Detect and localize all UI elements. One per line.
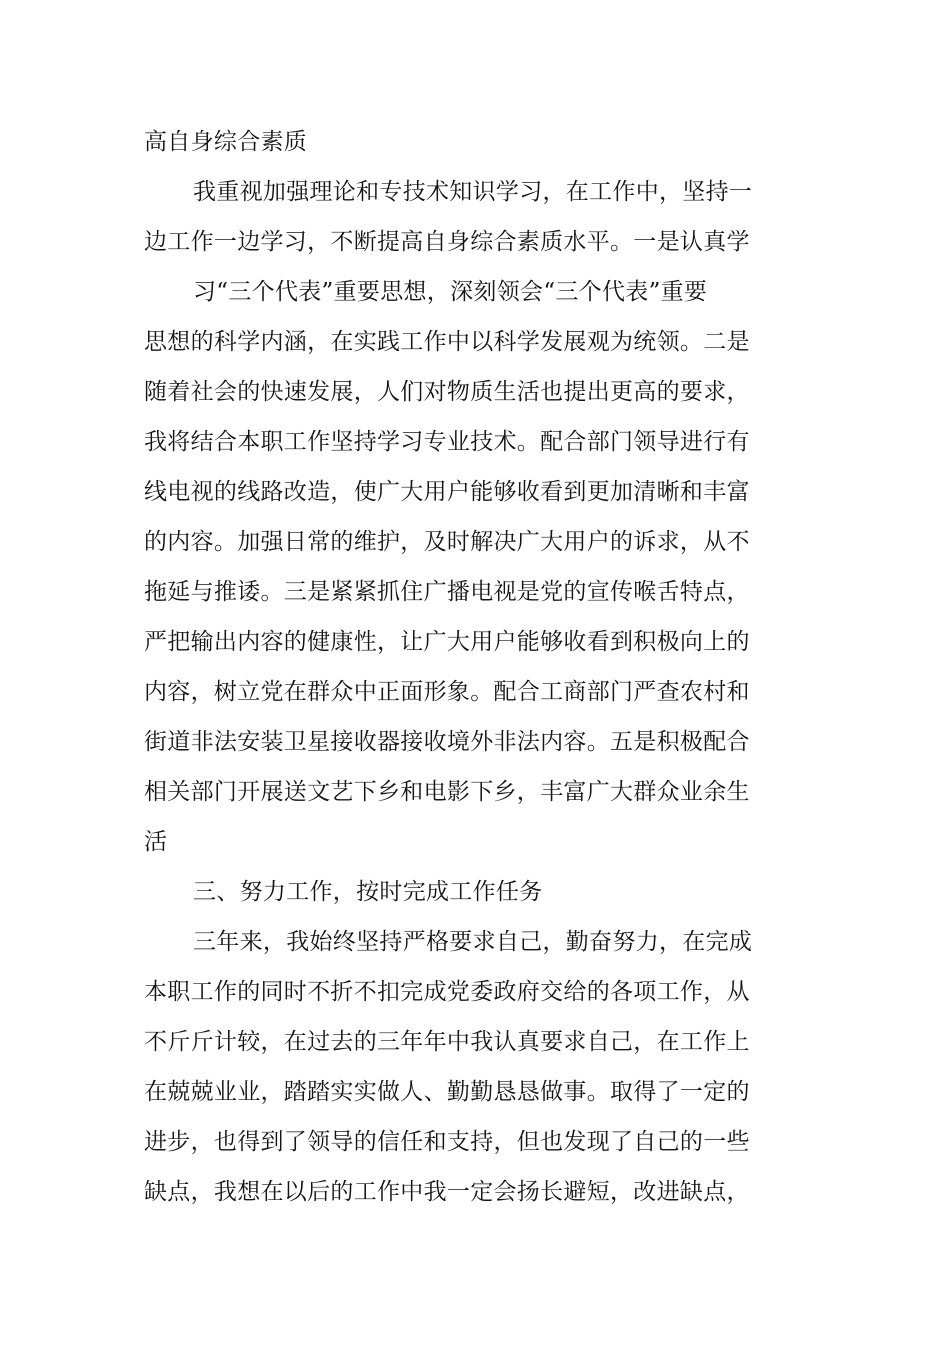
text-line-2: 我重视加强理论和专技术知识学习，在工作中，坚持一 xyxy=(193,179,753,205)
text-line-22: 缺点，我想在以后的工作中我一定会扬长避短，改进缺点， xyxy=(144,1179,750,1205)
text-line-1: 高自身综合素质 xyxy=(144,129,308,155)
text-line-8: 线电视的线路改造，使广大用户能够收看到更加清晰和丰富 xyxy=(144,479,750,505)
text-line-4: 习“三个代表”重要思想，深刻领会“三个代表”重要 xyxy=(193,279,708,305)
text-line-13: 街道非法安装卫星接收器接收境外非法内容。五是积极配合 xyxy=(144,729,750,755)
text-line-15: 活 xyxy=(144,829,168,855)
text-line-19: 不斤斤计较，在过去的三年年中我认真要求自己，在工作上 xyxy=(144,1029,750,1055)
section-heading: 三、努力工作，按时完成工作任务 xyxy=(193,879,543,905)
text-line-5: 思想的科学内涵，在实践工作中以科学发展观为统领。二是 xyxy=(144,329,750,355)
text-line-12: 内容，树立党在群众中正面形象。配合工商部门严查农村和 xyxy=(144,679,750,705)
text-line-7: 我将结合本职工作坚持学习专业技术。配合部门领导进行有 xyxy=(144,429,750,455)
text-line-20: 在兢兢业业，踏踏实实做人、勤勤恳恳做事。取得了一定的 xyxy=(144,1079,750,1105)
text-line-18: 本职工作的同时不折不扣完成党委政府交给的各项工作，从 xyxy=(144,979,750,1005)
text-line-17: 三年来，我始终坚持严格要求自己，勤奋努力，在完成 xyxy=(193,929,753,955)
text-line-6: 随着社会的快速发展，人们对物质生活也提出更高的要求， xyxy=(144,379,750,405)
text-line-11: 严把输出内容的健康性，让广大用户能够收看到积极向上的 xyxy=(144,629,750,655)
text-line-3: 边工作一边学习，不断提高自身综合素质水平。一是认真学 xyxy=(144,229,750,255)
text-line-21: 进步，也得到了领导的信任和支持，但也发现了自己的一些 xyxy=(144,1129,750,1155)
text-line-14: 相关部门开展送文艺下乡和电影下乡，丰富广大群众业余生 xyxy=(144,779,750,805)
text-line-10: 拖延与推诿。三是紧紧抓住广播电视是党的宣传喉舌特点， xyxy=(144,579,750,605)
text-line-9: 的内容。加强日常的维护，及时解决广大用户的诉求，从不 xyxy=(144,529,750,555)
